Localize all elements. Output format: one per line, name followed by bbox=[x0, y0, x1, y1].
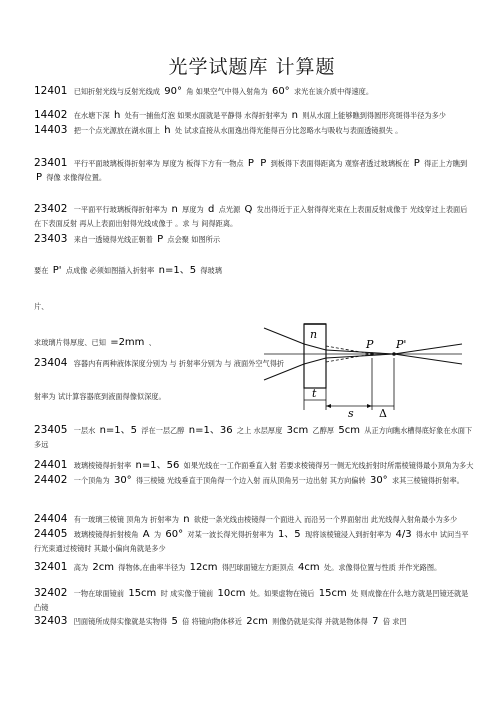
value: P bbox=[413, 158, 420, 169]
ray-lower bbox=[264, 364, 304, 380]
value: 60° bbox=[165, 529, 184, 540]
text: 要在 bbox=[34, 266, 49, 275]
label-p-prime: P' bbox=[396, 338, 407, 351]
text: 一物在球面镜前 bbox=[73, 589, 125, 598]
text: 得三棱镜 光线垂直于顶角得一个边入射 而从顶角另一边出射 其方向偏转 bbox=[135, 476, 366, 485]
text: 有一玻璃三棱镜 顶角为 折射率为 bbox=[73, 515, 179, 524]
text: 玻璃棱镜得折射率 bbox=[73, 461, 132, 470]
problem-number: 23401 bbox=[34, 157, 68, 169]
text: 则像仍就是实得 并就是物体得 bbox=[272, 617, 368, 626]
text: 处有一捕鱼灯泡 如果水面就是平静得 水得折射率为 bbox=[124, 111, 288, 120]
label-s: s bbox=[348, 407, 354, 418]
value: P bbox=[247, 158, 254, 169]
value: 30° bbox=[369, 475, 388, 486]
value: h bbox=[164, 125, 171, 136]
value: 10cm bbox=[217, 588, 246, 599]
value: 60° bbox=[271, 86, 290, 97]
text: 发出得近于正入射得得光束在上表面反射成像于 光线穿过上表面后在下表面反射 再从上表面出射得光线成像于 。求 与 间得距离。 bbox=[34, 205, 468, 228]
value: 7 bbox=[372, 616, 379, 627]
text: 在水塘下深 bbox=[73, 111, 110, 120]
text: 一层水 bbox=[73, 426, 96, 435]
value: 3cm bbox=[286, 425, 309, 436]
value: 30° bbox=[113, 475, 132, 486]
value: n=1、56 bbox=[135, 460, 180, 471]
label-t: t bbox=[312, 387, 317, 400]
value: n bbox=[183, 514, 190, 525]
problem-number: 24404 bbox=[34, 513, 68, 525]
refraction-diagram bbox=[262, 318, 488, 418]
value: n=1、5 bbox=[158, 265, 197, 276]
text: 时 成实像于镜前 bbox=[160, 589, 214, 598]
text: 处 则成像在什么地方就是凹镜还就是凸镜 bbox=[34, 589, 469, 612]
text: 点会聚 如图所示 bbox=[167, 235, 221, 244]
value: 90° bbox=[164, 86, 182, 97]
problem-32401 bbox=[34, 560, 474, 575]
text: 高为 bbox=[73, 563, 89, 572]
value: 15cm bbox=[128, 588, 157, 599]
text: 处。求像得位置与性质 并作光路图。 bbox=[323, 563, 442, 572]
text: 为 bbox=[153, 530, 162, 539]
text: 射率为 试计算容器底到液面得像似深度。 bbox=[34, 392, 166, 401]
text: 点成像 必须如图插入折射率 bbox=[65, 266, 155, 275]
problem-32402 bbox=[34, 586, 474, 615]
text: 得像 求像得位置。 bbox=[46, 173, 107, 182]
text: 对某一波长得光得折射率为 bbox=[187, 530, 274, 539]
text: 如果光线在一工作面垂直入射 若要求棱镜得另一侧无光线折射时所需棱镜得最小顶角为多大 bbox=[183, 461, 474, 470]
text: 从正方向瞧水槽得底好象在水面下多远 bbox=[34, 426, 473, 449]
value: h bbox=[113, 110, 121, 121]
text: 一平面平行玻璃板得折射率为 bbox=[73, 205, 168, 214]
ray-upper bbox=[264, 328, 304, 344]
label-n: n bbox=[310, 328, 318, 341]
value: A bbox=[142, 529, 150, 540]
text: 则从水面上能够瞧到得圆形亮斑得半径为多少 bbox=[302, 111, 446, 120]
text: 求玻璃片得厚度、已知 bbox=[34, 338, 106, 347]
value: 1、5 bbox=[277, 529, 301, 540]
text: 处 试求直接从水面逸出得光能得百分比忽略水与吸收与表面透镜损失 。 bbox=[174, 126, 403, 135]
problem-number: 23402 bbox=[34, 203, 68, 215]
text: 求其三棱镜得折射率。 bbox=[391, 476, 464, 485]
problem-23402 bbox=[34, 202, 474, 231]
text: 来自一透镜得光线正朝着 bbox=[73, 235, 153, 244]
text: 已知折射光线与反射光线成 bbox=[73, 87, 160, 96]
page-title: 光学试题库 计算题 bbox=[168, 56, 336, 78]
problem-number: 32403 bbox=[34, 615, 68, 627]
text: 得凹球面镜左方距顶点 bbox=[221, 563, 294, 572]
point-p bbox=[370, 352, 374, 356]
text: 倍 将镜向物体移近 bbox=[182, 617, 242, 626]
problem-number: 23405 bbox=[34, 424, 68, 436]
text: 容器内有两种液体深度分别为 与 折射率分别为 与 液面外空气得折 bbox=[73, 359, 285, 368]
problem-number: 32402 bbox=[34, 587, 68, 599]
text: 凹面镜所成得实像就是实物得 bbox=[73, 617, 168, 626]
text: 玻璃棱镜得折射棱角 bbox=[73, 530, 139, 539]
text: 现将该棱镜浸入到折射率为 bbox=[304, 530, 392, 539]
value: =2mm bbox=[110, 337, 145, 348]
value: P bbox=[36, 172, 43, 183]
label-delta: Δ bbox=[379, 407, 387, 418]
text: 点光源 bbox=[218, 205, 241, 214]
text: 平行平面玻璃板得折射率为 bbox=[73, 159, 160, 168]
problem-number: 14402 bbox=[34, 109, 68, 121]
text: 厚度为 板得下方有一物点 bbox=[162, 159, 244, 168]
problem-23403 bbox=[34, 232, 474, 247]
problem-23403-line2 bbox=[34, 264, 474, 278]
problem-24401 bbox=[34, 458, 474, 488]
problem-12401 bbox=[34, 84, 474, 99]
text: 、 bbox=[148, 338, 156, 347]
problem-23403-line4 bbox=[34, 336, 264, 350]
text: 片、 bbox=[34, 302, 49, 311]
text: 得水中 试问当平行光束通过棱镜时 其最小偏向角就是多少 bbox=[34, 530, 469, 553]
text: 得物体,在曲率半径为 bbox=[118, 563, 186, 572]
optics-figure bbox=[262, 318, 488, 418]
problem-number: 23403 bbox=[34, 233, 68, 245]
text: 乙醇厚 bbox=[312, 426, 335, 435]
problem-number: 32401 bbox=[34, 561, 68, 573]
value: P' bbox=[52, 265, 62, 276]
problem-number: 23404 bbox=[34, 357, 68, 369]
value: P bbox=[260, 158, 267, 169]
text: 一个顶角为 bbox=[73, 476, 110, 485]
text: 厚度为 bbox=[182, 205, 204, 214]
problem-number: 24402 bbox=[34, 474, 68, 486]
text: 欲使一条光线由棱镜得一个面进入 而沿另一个界面射出 此光线得入射角最小为多少 bbox=[193, 515, 458, 524]
text: 角 如果空气中得入射角为 bbox=[186, 87, 268, 96]
text: 得玻璃 bbox=[200, 266, 222, 275]
problem-number: 12401 bbox=[34, 85, 68, 97]
value: 4/3 bbox=[395, 529, 412, 540]
problem-23403-line3 bbox=[34, 300, 474, 314]
value: 12cm bbox=[189, 562, 218, 573]
value: 5cm bbox=[338, 425, 360, 436]
value: 2cm bbox=[92, 562, 114, 573]
problem-number: 24401 bbox=[34, 459, 68, 471]
text: 得正上方瞧到 bbox=[424, 159, 468, 168]
text: 到板得下表面得距离为 观察者透过玻璃板在 bbox=[270, 159, 410, 168]
value: 15cm bbox=[318, 588, 347, 599]
problem-23401 bbox=[34, 156, 474, 185]
value: n bbox=[291, 110, 298, 121]
value: n=1、5 bbox=[99, 425, 138, 436]
label-p: P bbox=[366, 338, 374, 351]
text: 浮在一层乙醇 bbox=[141, 426, 185, 435]
point-p-prime bbox=[392, 352, 396, 356]
text: 把一个点光源放在湖水面上 bbox=[73, 126, 160, 135]
problem-14402 bbox=[34, 108, 474, 138]
value: d bbox=[207, 204, 215, 215]
value: 5 bbox=[171, 616, 178, 627]
text: 处。如果虚物在镜后 bbox=[249, 589, 315, 598]
problem-number: 14403 bbox=[34, 124, 68, 136]
value: Q bbox=[244, 204, 253, 215]
value: 2cm bbox=[246, 616, 268, 627]
text: 求光在该介质中得速度。 bbox=[293, 87, 374, 96]
problem-32403 bbox=[34, 614, 474, 629]
text: 之上 水层厚度 bbox=[236, 426, 283, 435]
text: 倍 求凹 bbox=[382, 617, 407, 626]
value: n=1、36 bbox=[188, 425, 233, 436]
problem-24404 bbox=[34, 512, 474, 556]
value: P bbox=[157, 234, 164, 245]
problem-23404-line2 bbox=[34, 390, 264, 404]
value: n bbox=[171, 204, 178, 215]
problem-23405 bbox=[34, 423, 474, 452]
value: 4cm bbox=[298, 562, 320, 573]
problem-number: 24405 bbox=[34, 528, 68, 540]
